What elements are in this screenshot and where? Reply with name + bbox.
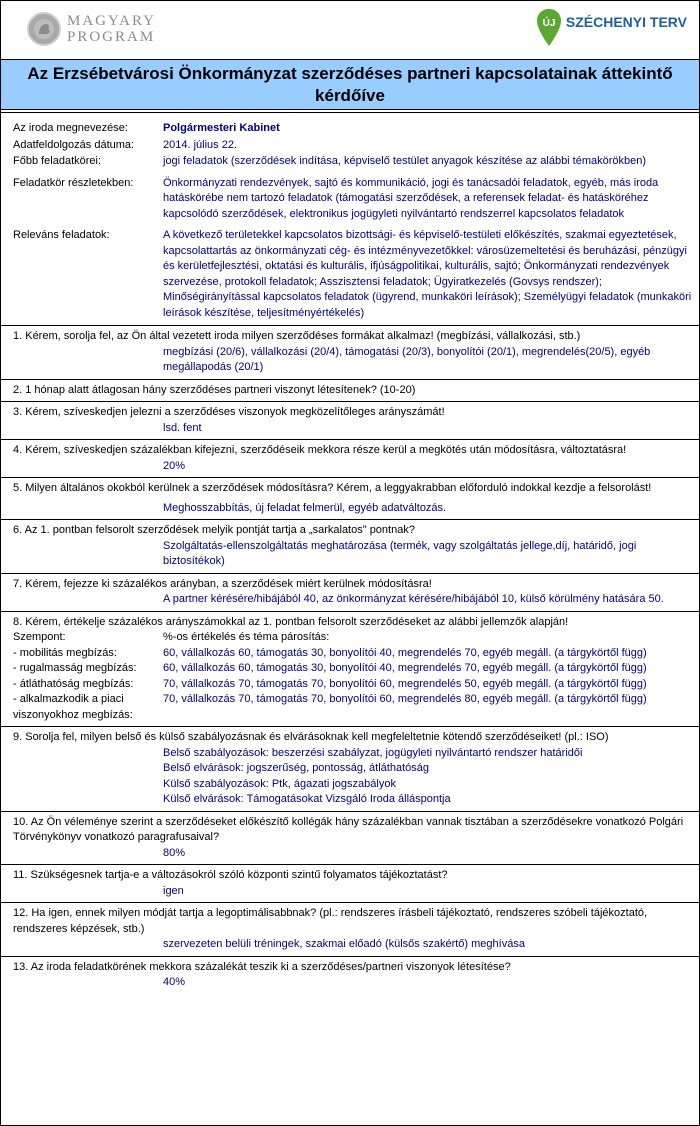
question-13: [1, 957, 699, 994]
magyary-program-text: [67, 13, 156, 45]
answer-text: lsd. fent: [163, 421, 202, 434]
question-text: 12. Ha igen, ennek milyen módját tartja a legoptimálisabbnak? (pl.: rendszeres írásbeli tájékoztató, rendszeres szóbeli tájékoztató, rendszeres képzések, stb.): [13, 907, 648, 935]
question-text: 4. Kérem, szíveskedjen százalékban kifejezni, szerződéseik mekkora része kerül a megkötés után módosításra, változtatásra!: [13, 444, 627, 456]
szechenyi-prefix: ÚJ: [542, 18, 556, 29]
info-value: jogi feladatok (szerződések indítása, képviselő testület anyagok készítése az alábbi témakörökben): [163, 155, 647, 167]
criteria-row: [13, 677, 693, 693]
criteria-row: [13, 661, 693, 677]
answer-text: 80%: [163, 846, 186, 859]
office-info: [1, 113, 699, 326]
info-row: [13, 138, 693, 154]
criteria-label: Szempont:: [13, 631, 66, 643]
info-label: Feladatkör részletekben:: [13, 176, 134, 189]
question-10: [1, 812, 699, 866]
question-text: 10. Az Ön véleménye szerint a szerződéseket előkészítő kollégák hány százalékban vannak tisztában a szerződésekre vonatkozó Polgári Törvénykönyv vonatkozó paragrafusaival?: [13, 815, 684, 843]
info-row: [13, 176, 693, 223]
info-value: A következő területekkel kapcsolatos bizottsági- és képviselő-testületi előkészítés, szakmai egyeztetések, kapcsolattartás az önkormányzati cég- és intézményvezetőkkel: városüzemeltetési és beruházási, pénzügyi és kerületfejlesztési, oktatási és kulturális, ifjúságpolitikai, kulturális, sajtó; Önkormányzati rendezvények szervezése, protokoll feladatok; Asszisztensi feladatok; Ügyiratkezelés (Govsys rendszer); Minőségirányítással kapcsolatos feladatok (ügyrend, munkaköri leírások); Személyügyi feladatok (munkaköri leírások készítése, teljesítményértékelés): [163, 229, 692, 319]
magyary-seal-icon: [27, 12, 61, 46]
answer-text: Belső elvárások: jogszerűség, pontosság, átláthatóság: [163, 762, 429, 774]
question-8: [1, 612, 699, 728]
question-1: [1, 326, 699, 380]
answer-text: Meghosszabbítás, új feladat felmerül, egyéb adatváltozás.: [163, 501, 447, 514]
answer-text: szervezeten belüli tréningek, szakmai előadó (külsős szakértő) meghívása: [163, 938, 525, 950]
answer-text: Külső elvárások: Támogatásokat Vizsgáló Iroda álláspontja: [163, 793, 451, 805]
question-text: 6. Az 1. pontban felsorolt szerződések melyik pontját tartja a „sarkalatos" pontnak?: [13, 524, 415, 536]
question-text: 2. 1 hónap alatt átlagosan hány szerződéses partneri viszonyt létesítenek? (10-20): [13, 383, 416, 396]
answer-text: igen: [163, 884, 184, 897]
info-row: [13, 228, 693, 321]
criteria-value: 70, vállalkozás 70, támogatás 70, bonyolítói 60, megrendelés 80, egyéb megáll. (a tárgykörtől függ): [163, 693, 647, 705]
info-label: Releváns feladatok:: [13, 229, 110, 241]
question-text: 11. Szükségesnek tartja-e a változásokról szóló központi szintű folyamatos tájékoztatást?: [13, 869, 448, 881]
question-text: 3. Kérem, szíveskedjen jelezni a szerződéses viszonyok megközelítőleges arányszámát!: [13, 406, 445, 418]
answer-text: Szolgáltatás-ellenszolgáltatás meghatározása (termék, vagy szolgáltatás jellege,díj, határidő, jogi biztosítékok): [163, 539, 637, 567]
info-row: [13, 121, 693, 137]
question-text: 5. Milyen általános okokból kerülnek a szerződések módosításra? Kérem, a leggyakrabban előforduló indokkal kezdje a felsorolást!: [13, 482, 652, 494]
magyary-line2: PROGRAM: [67, 29, 156, 45]
szechenyi-pin-icon: [536, 8, 562, 48]
question-7: [1, 574, 699, 612]
question-text: 9. Sorolja fel, milyen belső és külső szabályozásnak és elvárásoknak kell megfeleltetnie kötendő szerződéseiket! (pl.: ISO): [13, 731, 609, 743]
question-5: [1, 478, 699, 520]
answer-text: Külső szabályozások: Ptk, ágazati jogszabályok: [163, 777, 396, 790]
info-label: Az iroda megnevezése:: [13, 122, 128, 134]
question-text: 1. Kérem, sorolja fel, az Ön által vezetett iroda milyen szerződéses formákat alkalmaz! (megbízási, vállalkozási, stb.): [13, 330, 581, 342]
question-3: [1, 402, 699, 440]
answer-text: 40%: [163, 976, 186, 988]
question-text: 8. Kérem, értékelje százalékos arányszámokkal az 1. pontban felsorolt szerződéseket az alábbi jellemzők alapján!: [13, 615, 569, 628]
magyary-program-logo: [27, 12, 156, 46]
criteria-label: - mobilitás megbízás:: [13, 646, 117, 659]
criteria-header: [13, 630, 693, 646]
info-label: Adatfeldolgozás dátuma:: [13, 138, 135, 151]
criteria-value: %-os értékelés és téma párosítás:: [163, 631, 330, 643]
page-title: Az Erzsébetvárosi Önkormányzat szerződéses partneri kapcsolatainak áttekintő kérdőíve: [1, 60, 699, 110]
criteria-value: 70, vállalkozás 70, támogatás 70, bonyolítói 60, megrendelés 50, egyéb megáll. (a tárgykörtől függ): [163, 677, 647, 690]
criteria-label: - átláthatóság megbízás:: [13, 677, 134, 690]
info-value: Polgármesteri Kabinet: [163, 122, 280, 134]
info-row: [13, 154, 693, 170]
question-6: [1, 520, 699, 574]
answer-text: 20%: [163, 459, 186, 472]
criteria-value: 60, vállalkozás 60, támogatás 30, bonyolítói 40, megrendelés 70, egyéb megáll. (a tárgykörtől függ): [163, 662, 647, 674]
question-11: [1, 865, 699, 903]
header: [1, 1, 699, 60]
question-2: [1, 380, 699, 403]
criteria-label: - alkalmazkodik a piaci viszonyokhoz megbízás:: [13, 693, 133, 721]
answer-text: Belső szabályozások: beszerzési szabályzat, jogügyleti nyilvántartó rendszer határidői: [163, 746, 583, 759]
criteria-label: - rugalmasság megbízás:: [13, 662, 137, 674]
question-12: [1, 903, 699, 957]
question-text: 7. Kérem, fejezze ki százalékos arányban, a szerződések miért kerülnek módosításra!: [13, 577, 432, 590]
info-value: 2014. július 22.: [163, 138, 237, 151]
answer-text: A partner kérésére/hibájából 40, az önkormányzat kérésére/hibájából 10, külső körülmény hatására 50.: [163, 593, 664, 605]
question-text: 13. Az iroda feladatkörének mekkora százalékát teszik ki a szerződéses/partneri viszonyok létesítése?: [13, 960, 511, 973]
szechenyi-text: SZÉCHENYI TERV: [565, 14, 687, 30]
info-value: Önkormányzati rendezvények, sajtó és kommunikáció, jogi és tanácsadói feladatok, egyéb, más iroda hatáskörébe nem tartozó feladatok (támogatási szerződések, a referensek feladat- és hatásköréhez kapcsolódó szerződések, elektronikus jogügyleti nyilvántartó rendszerrel kapcsolatos feladatok: [163, 176, 659, 220]
criteria-value: 60, vállalkozás 60, támogatás 30, bonyolítói 40, megrendelés 70, egyéb megáll. (a tárgykörtől függ): [163, 646, 647, 659]
question-9: [1, 727, 699, 812]
info-label: Főbb feladatkörei:: [13, 155, 102, 167]
criteria-row: [13, 692, 693, 723]
answer-text: megbízási (20/6), vállalkozási (20/4), támogatási (20/3), bonyolítói (20/1), megrendelés(20/5), egyéb megállapodás (20/1): [163, 345, 651, 373]
question-4: [1, 440, 699, 478]
criteria-row: [13, 646, 693, 662]
magyary-line1: MAGYARY: [67, 13, 157, 29]
szechenyi-terv-logo: [536, 8, 687, 48]
